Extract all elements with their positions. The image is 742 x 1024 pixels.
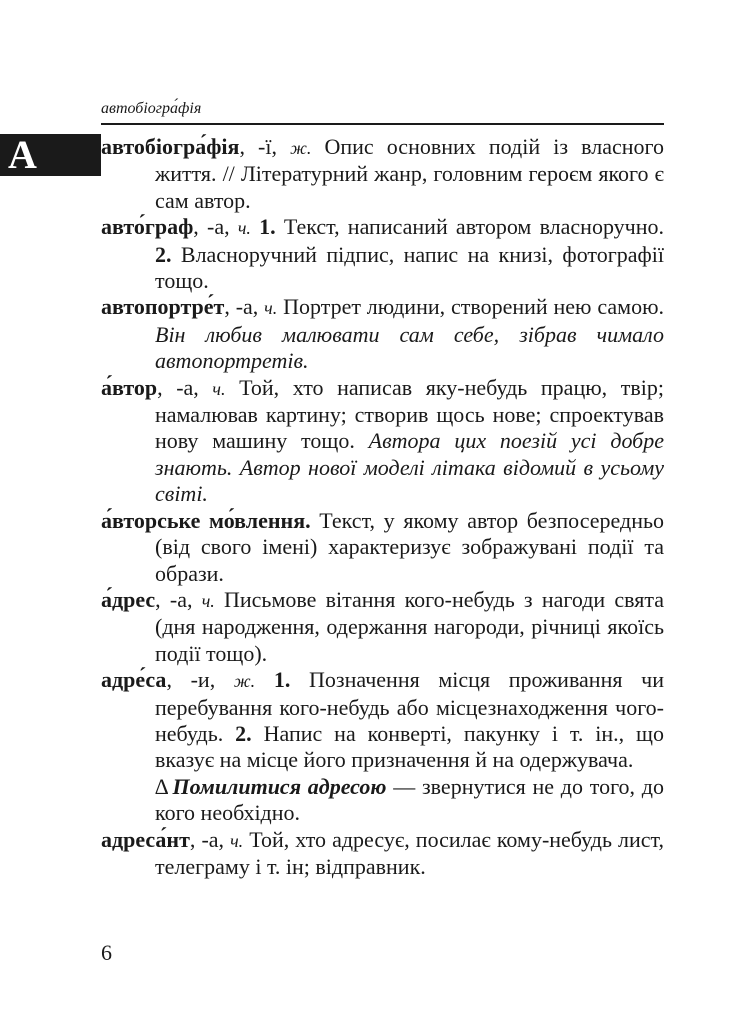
- headword: автобіогра́фія: [101, 134, 240, 159]
- headword: авто́граф: [101, 214, 194, 240]
- definition: Текст, написаний автором власноручно.: [275, 214, 664, 240]
- page-number: 6: [101, 940, 112, 965]
- idiom-phrase: Помилитися адресою: [172, 773, 387, 799]
- entry-grammar: , -ї,: [239, 134, 291, 159]
- triangle-icon: ∆: [155, 773, 169, 799]
- entry-grammar: , -а,: [189, 826, 231, 852]
- definition: Письмове вітання кого-небудь з нагоди свята (дня народження, одержання нагороди, річниці якоїсь події тощо).: [155, 586, 665, 666]
- gender-label: ч.: [212, 378, 226, 399]
- gender-label: ч.: [201, 590, 215, 611]
- definition: Той, хто написав яку-небудь працю, твір; намалював картину; створив щось нове; спроектував нову машину тощо.: [155, 374, 664, 454]
- definition: Опис основних подій із власного життя. // Літературний жанр, головним героєм якого є сам автор.: [155, 134, 664, 213]
- sense-number: 1.: [250, 214, 276, 240]
- entry-avtohraf: [101, 214, 664, 294]
- entry-avtoportret: [101, 294, 664, 374]
- definition: Текст, у якому автор безпосередньо (від свого імені) характеризує зображувані події та образи.: [155, 507, 664, 586]
- definition: Позначення місця проживання чи перебування кого-небудь або місцезнаходження чого-небудь.: [155, 667, 664, 746]
- headword: адреса́нт: [101, 826, 190, 852]
- entry-grammar: , -и,: [166, 667, 234, 693]
- gender-label: ж.: [233, 671, 256, 692]
- sense-number: 2.: [235, 720, 252, 746]
- entry-adres: [101, 587, 664, 667]
- headword: а́втор: [101, 374, 158, 400]
- entry-avtobiohrafiia: [101, 134, 664, 214]
- gender-label: ч.: [237, 218, 251, 239]
- entry-avtorske-movlennia: [101, 508, 664, 587]
- running-head: автобіогра́фія: [101, 100, 202, 117]
- entry-avtor: [101, 375, 664, 508]
- entry-grammar: , -а,: [224, 294, 265, 320]
- definition: Напис на конверті, пакунку і т. ін., що вказує на місце його призначення й на одержувача.: [155, 720, 664, 773]
- entry-grammar: , -а,: [157, 374, 213, 400]
- usage-example: Автора цих поезій усі добре знають. Автор нової моделі літака відомий в усьому світі.: [155, 428, 665, 507]
- header-rule: [101, 123, 664, 125]
- sense-number: 2.: [155, 241, 172, 267]
- gender-label: ж.: [290, 138, 312, 158]
- definition: Власноручний підпис, напис на книзі, фотографії тощо.: [155, 241, 664, 294]
- entry-grammar: , -а,: [193, 214, 238, 240]
- headword: автопортре́т: [101, 294, 225, 320]
- usage-example: Він любив малювати сам себе, зібрав чимало автопортретів.: [155, 321, 664, 374]
- gender-label: ч.: [230, 830, 244, 851]
- section-letter-tab: [0, 134, 101, 176]
- headword: адре́са: [101, 667, 167, 693]
- definition: — звернутися не до того, до кого необхідно.: [155, 773, 665, 826]
- entry-adresant: [101, 827, 664, 881]
- definition: Портрет людини, створений нею самою.: [277, 294, 665, 320]
- gender-label: ч.: [264, 298, 278, 319]
- entry-adresa: [101, 667, 664, 774]
- sense-number: 1.: [255, 667, 291, 693]
- section-letter: А: [8, 132, 37, 177]
- headword: а́вторське мо́влення.: [101, 507, 311, 533]
- dictionary-entries: [101, 134, 664, 880]
- headword: а́дрес: [101, 586, 156, 612]
- entry-grammar: , -а,: [155, 586, 202, 612]
- phrase-note: [101, 774, 664, 827]
- definition: Той, хто адресує, посилає кому-небудь лист, телеграму і т. ін; відправник.: [155, 826, 665, 879]
